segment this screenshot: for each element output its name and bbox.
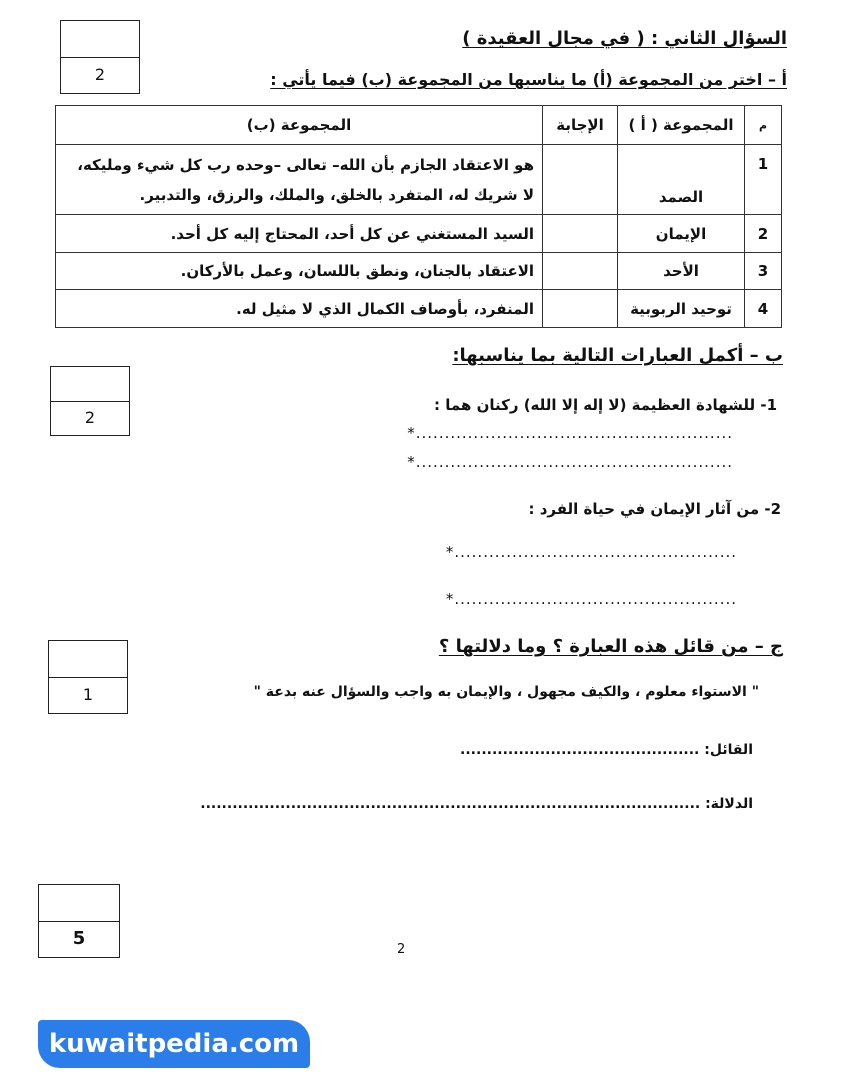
row-num: 2: [745, 215, 782, 253]
row-group-b: هو الاعتقاد الجازم بأن الله– تعالى –وحده رب كل شيء ومليكه، لا شريك له، المتفرد بالخلق، والملك، والرزق، والتدبير.: [56, 145, 543, 215]
score-box-part-c: [48, 640, 128, 714]
table-row: [56, 290, 782, 328]
score-value: 1: [82, 685, 94, 704]
header-answer: الإجابة: [543, 106, 618, 145]
row-group-b: المنفرد، بأوصاف الكمال الذي لا مثيل له.: [56, 290, 543, 328]
row-group-a: الأحد: [618, 253, 745, 290]
table-header-row: [56, 106, 782, 145]
watermark-logo: kuwaitpedia.com: [38, 1020, 310, 1068]
question-title: السؤال الثاني : ( في مجال العقيدة ): [462, 28, 787, 49]
part-a-heading: أ – اختر من المجموعة (أ) ما يناسبها من المجموعة (ب) فيما يأتي :: [270, 70, 787, 89]
table-row: [56, 215, 782, 253]
row-num: 1: [745, 145, 782, 215]
sayer-field[interactable]: القائل: .............................................: [460, 742, 753, 758]
table-row: [56, 253, 782, 290]
score-value: 2: [94, 65, 106, 84]
part-b-item-2: 2- من آثار الإيمان في حياة الفرد :: [528, 500, 781, 518]
meaning-field[interactable]: الدلالة: ..............................................................................................: [200, 796, 753, 812]
row-group-a: الصمد: [618, 145, 745, 215]
table-row: [56, 145, 782, 215]
row-num: 3: [745, 253, 782, 290]
row-group-b: الاعتقاد بالجنان، ونطق باللسان، وعمل بالأركان.: [56, 253, 543, 290]
answer-cell[interactable]: [543, 145, 618, 215]
answer-cell[interactable]: [543, 215, 618, 253]
total-score-value: 5: [72, 928, 86, 949]
header-group-a: المجموعة ( أ ): [618, 106, 745, 145]
answer-line[interactable]: *.................................................: [445, 543, 737, 561]
answer-line[interactable]: *.......................................................: [407, 424, 733, 442]
answer-cell[interactable]: [543, 290, 618, 328]
score-box-part-b: [50, 366, 130, 436]
answer-line[interactable]: *.......................................................: [407, 453, 733, 471]
score-box-part-a: [60, 20, 140, 94]
row-group-a: الإيمان: [618, 215, 745, 253]
header-num: م: [745, 106, 782, 145]
row-group-a: توحيد الربوبية: [618, 290, 745, 328]
matching-table: [55, 105, 782, 328]
row-num: 4: [745, 290, 782, 328]
answer-cell[interactable]: [543, 253, 618, 290]
header-group-b: المجموعة (ب): [56, 106, 543, 145]
quote-text: " الاستواء معلوم ، والكيف مجهول ، والإيمان به واجب والسؤال عنه بدعة ": [253, 684, 759, 700]
page-number: 2: [397, 942, 406, 957]
part-b-heading: ب – أكمل العبارات التالية بما يناسبها:: [452, 345, 783, 366]
part-b-item-1: 1- للشهادة العظيمة (لا إله إلا الله) ركنان هما :: [434, 396, 777, 414]
score-value: 2: [84, 408, 96, 427]
answer-line[interactable]: *.................................................: [445, 590, 737, 608]
row-group-b: السيد المستغني عن كل أحد، المحتاج إليه كل أحد.: [56, 215, 543, 253]
total-score-box: [38, 884, 120, 958]
part-c-heading: ج – من قائل هذه العبارة ؟ وما دلالتها ؟: [438, 636, 783, 657]
